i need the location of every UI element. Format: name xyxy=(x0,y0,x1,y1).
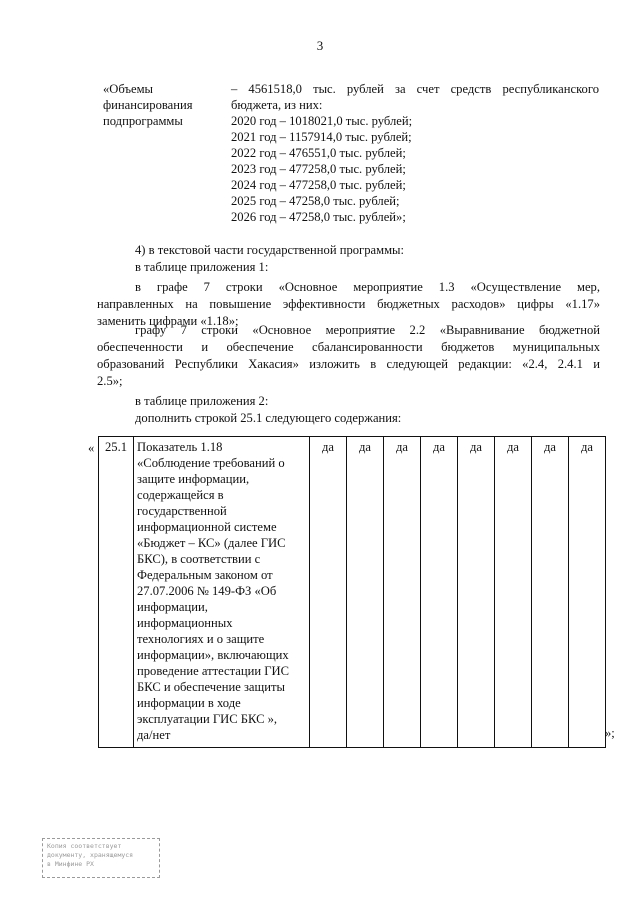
funding-label-line: «Объемы xyxy=(103,82,154,96)
table1-intro: в таблице приложения 1: xyxy=(135,260,269,274)
description-line: БКС), в соответствии с xyxy=(137,552,261,566)
description-line: Федеральным законом от xyxy=(137,568,273,582)
value-cell: да xyxy=(421,437,458,748)
page-number: 3 xyxy=(316,38,324,53)
description-line: информации в ходе xyxy=(137,696,241,710)
description-line: информации, xyxy=(137,600,208,614)
item-4-heading: 4) в текстовой части государственной программы: xyxy=(135,243,404,257)
description-line: информационной системе xyxy=(137,520,277,534)
description-line: Показатель 1.18 xyxy=(137,440,223,454)
add-row-instruction: дополнить строкой 25.1 следующего содержания: xyxy=(135,411,402,425)
inserted-table-row xyxy=(98,436,606,748)
description-line: БКС и обеспечение защиты xyxy=(137,680,285,694)
description-line: да/нет xyxy=(137,728,171,742)
value-cell: да xyxy=(458,437,495,748)
funding-label-line: подпрограммы xyxy=(103,114,183,128)
value-cell: да xyxy=(532,437,569,748)
paragraph-2-line: графу 7 строки «Основное мероприятие 2.2 «Выравнивание бюджетной xyxy=(135,323,600,337)
row-description-cell xyxy=(134,437,310,748)
funding-year: 2024 год – 477258,0 тыс. рублей; xyxy=(231,178,406,192)
close-quote: »; xyxy=(605,726,615,740)
stamp-line: Копия соответствует xyxy=(47,842,122,850)
funding-year: 2021 год – 1157914,0 тыс. рублей; xyxy=(231,130,412,144)
funding-year: 2023 год – 477258,0 тыс. рублей; xyxy=(231,162,406,176)
table2-intro: в таблице приложения 2: xyxy=(135,394,269,408)
paragraph-1-line: заменить цифрами «1.18»; xyxy=(97,314,239,328)
value-cell: да xyxy=(495,437,532,748)
funding-label-line: финансирования xyxy=(103,98,193,112)
description-line: «Бюджет – КС» (далее ГИС xyxy=(137,536,286,550)
funding-intro: бюджета, из них: xyxy=(231,98,323,112)
stamp-line: в Минфине РХ xyxy=(47,860,94,868)
value-cell: да xyxy=(384,437,421,748)
description-line: технологиях и о защите xyxy=(137,632,265,646)
description-line: «Соблюдение требований о xyxy=(137,456,285,470)
funding-year: 2026 год – 47258,0 тыс. рублей»; xyxy=(231,210,406,224)
paragraph-2-line: образований Республики Хакасия» изложить в следующей редакции: «2.4, 2.4.1 и xyxy=(97,357,600,371)
paragraph-1-line: направленных на повышение эффективности бюджетных расходов» цифры «1.17» xyxy=(97,297,600,311)
paragraph-2-line: обеспеченности и обеспечение сбалансированности бюджетов муниципальных xyxy=(97,340,600,354)
description-line: государственной xyxy=(137,504,227,518)
funding-year: 2025 год – 47258,0 тыс. рублей; xyxy=(231,194,400,208)
stamp-line: документу, хранящемуся xyxy=(47,851,134,859)
value-cell: да xyxy=(569,437,606,748)
description-line: информационных xyxy=(137,616,233,630)
value-cell: да xyxy=(347,437,384,748)
value-cell: да xyxy=(310,437,347,748)
funding-year: 2022 год – 476551,0 тыс. рублей; xyxy=(231,146,406,160)
description-line: эксплуатации ГИС БКС », xyxy=(137,712,278,726)
description-line: 27.07.2006 № 149-ФЗ «Об xyxy=(137,584,277,598)
funding-total: – 4561518,0 тыс. рублей за счет средств республиканского xyxy=(231,82,599,96)
paragraph-1-line: в графе 7 строки «Основное мероприятие 1.3 «Осуществление мер, xyxy=(135,280,600,294)
row-number-cell: 25.1 xyxy=(99,437,134,748)
description-line: проведение аттестации ГИС xyxy=(137,664,289,678)
paragraph-2-line: 2.5»; xyxy=(97,374,123,388)
funding-year: 2020 год – 1018021,0 тыс. рублей; xyxy=(231,114,413,128)
description-line: содержащейся в xyxy=(137,488,224,502)
description-line: защите информации, xyxy=(137,472,250,486)
description-line: информации», включающих xyxy=(137,648,289,662)
open-quote: « xyxy=(88,441,95,455)
table-row xyxy=(99,437,606,748)
certification-stamp xyxy=(42,838,160,878)
